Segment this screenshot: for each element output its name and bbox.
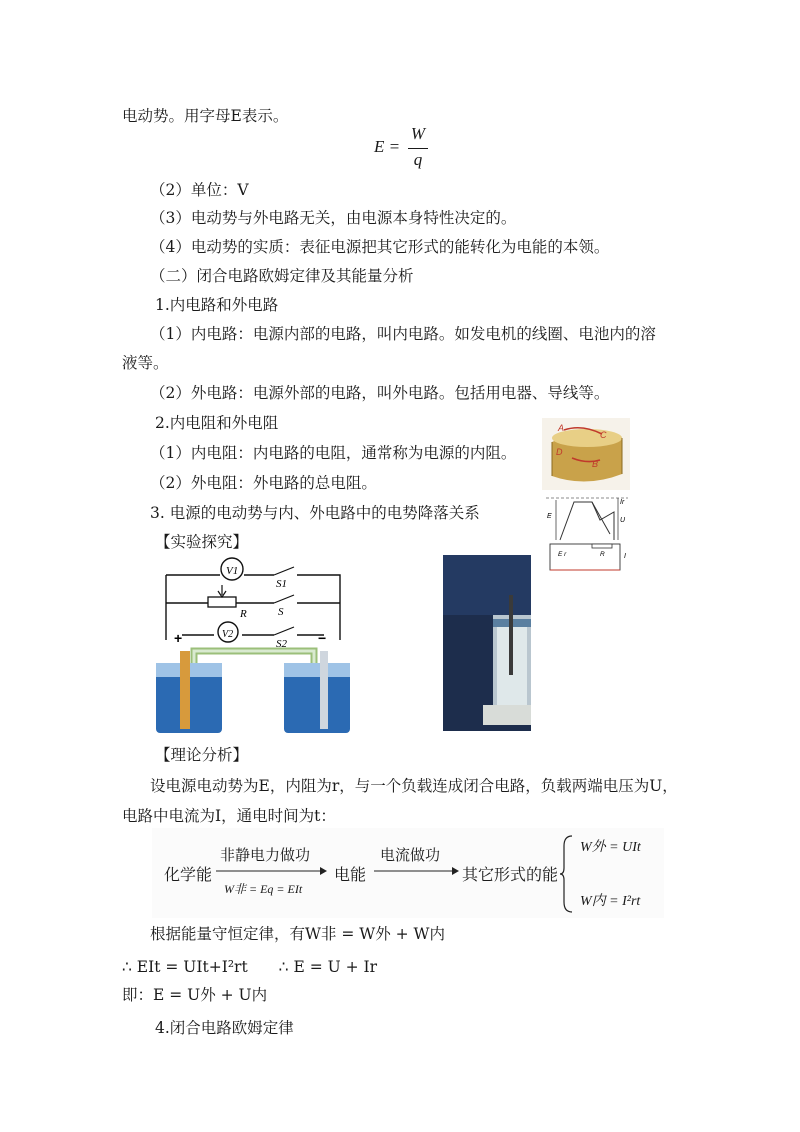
text-line-3: （2）单位：V — [150, 181, 249, 199]
text-line-13: （2）外电阻：外电路的总电阻。 — [150, 474, 377, 492]
minus-sign: − — [318, 630, 327, 646]
text-line-17: 设电源电动势为E，内阻为r，与一个负载连成闭合电路，负载两端电压为U， — [150, 777, 678, 795]
experiment-photo — [443, 555, 531, 731]
text-line-12: （1）内电阻：内电路的电阻，通常称为电源的内阻。 — [150, 444, 517, 462]
text-line-5: （4）电动势的实质：表征电源把其它形式的能转化为电能的本领。 — [150, 238, 610, 256]
diagram-label-i: I — [624, 553, 626, 560]
v1-label: V1 — [226, 565, 239, 577]
text-line-20: ∴ EIt = UIt+I²rt ∴ E = U + Ir — [122, 958, 378, 976]
flow-step2-label: 电流做功 — [380, 846, 441, 864]
text-line-9: 液等。 — [122, 354, 169, 372]
text-line-1: 电动势。用字母E表示。 — [122, 107, 289, 125]
s-label: S — [278, 606, 284, 618]
text-line-22: 4.闭合电路欧姆定律 — [155, 1019, 294, 1037]
text-line-4: （3）电动势与外电路无关，由电源本身特性决定的。 — [150, 209, 517, 227]
flow-chem-energy: 化学能 — [164, 865, 213, 884]
text-line-21: 即：E = U外 + U内 — [122, 986, 268, 1004]
cylinder-resistor-image — [542, 418, 630, 490]
energy-flow-diagram — [152, 828, 664, 918]
text-line-15: 【实验探究】 — [155, 533, 249, 551]
fraction-bar — [408, 148, 428, 149]
text-line-7: 1.内电路和外电路 — [155, 296, 279, 314]
formula-denominator: q — [413, 150, 423, 169]
flow-other-energy: 其它形式的能 — [462, 865, 559, 884]
flow-arrow-2 — [374, 866, 460, 876]
flow-step1-label: 非静电力做功 — [220, 846, 311, 864]
text-line-8: （1）内电路：电源内部的电路，叫内电路。如发电机的线圈、电池内的溶 — [150, 325, 656, 343]
r-label: R — [240, 608, 247, 620]
text-line-14: 3. 电源的电动势与内、外电路中的电势降落关系 — [150, 504, 480, 522]
cyl-label-a: A — [558, 423, 565, 433]
v2-label: V2 — [222, 629, 234, 640]
diagram-label-ir: Ir — [620, 499, 625, 506]
diagram-label-e: E — [547, 513, 552, 520]
s2-label: S2 — [276, 638, 287, 650]
text-line-10: （2）外电路：电源外部的电路，叫外电路。包括用电器、导线等。 — [150, 384, 610, 402]
formula-numerator: W — [410, 124, 426, 143]
potential-drop-diagram — [542, 494, 632, 576]
text-line-18: 电路中电流为I，通电时间为t： — [122, 807, 336, 825]
flow-w-out: W外 = UIt — [580, 840, 641, 855]
flow-step1-equation: W非 = Eq = EIt — [224, 882, 303, 896]
text-line-6: （二）闭合电路欧姆定律及其能量分析 — [150, 267, 414, 285]
formula-lhs: E = — [374, 137, 401, 156]
flow-arrow-1 — [216, 866, 328, 876]
diagram-label-u: U — [620, 517, 626, 524]
text-line-19: 根据能量守恒定律，有W非 = W外 + W内 — [150, 925, 445, 943]
flow-elec-energy: 电能 — [334, 865, 367, 884]
cyl-label-c: C — [600, 430, 607, 440]
cyl-label-b: B — [592, 459, 599, 469]
emf-formula — [374, 124, 444, 174]
flow-w-in: W内 = I²rt — [580, 894, 641, 909]
flow-brace — [560, 834, 574, 914]
text-line-11: 2.内电阻和外电阻 — [155, 414, 279, 432]
plus-sign: + — [174, 630, 183, 646]
experiment-circuit-image — [152, 555, 390, 737]
diagram-label-r: R — [600, 551, 605, 558]
s1-label: S1 — [276, 578, 287, 590]
cyl-label-d: D — [556, 447, 563, 457]
text-line-16: 【理论分析】 — [155, 746, 249, 764]
diagram-label-er: E r — [558, 551, 567, 558]
